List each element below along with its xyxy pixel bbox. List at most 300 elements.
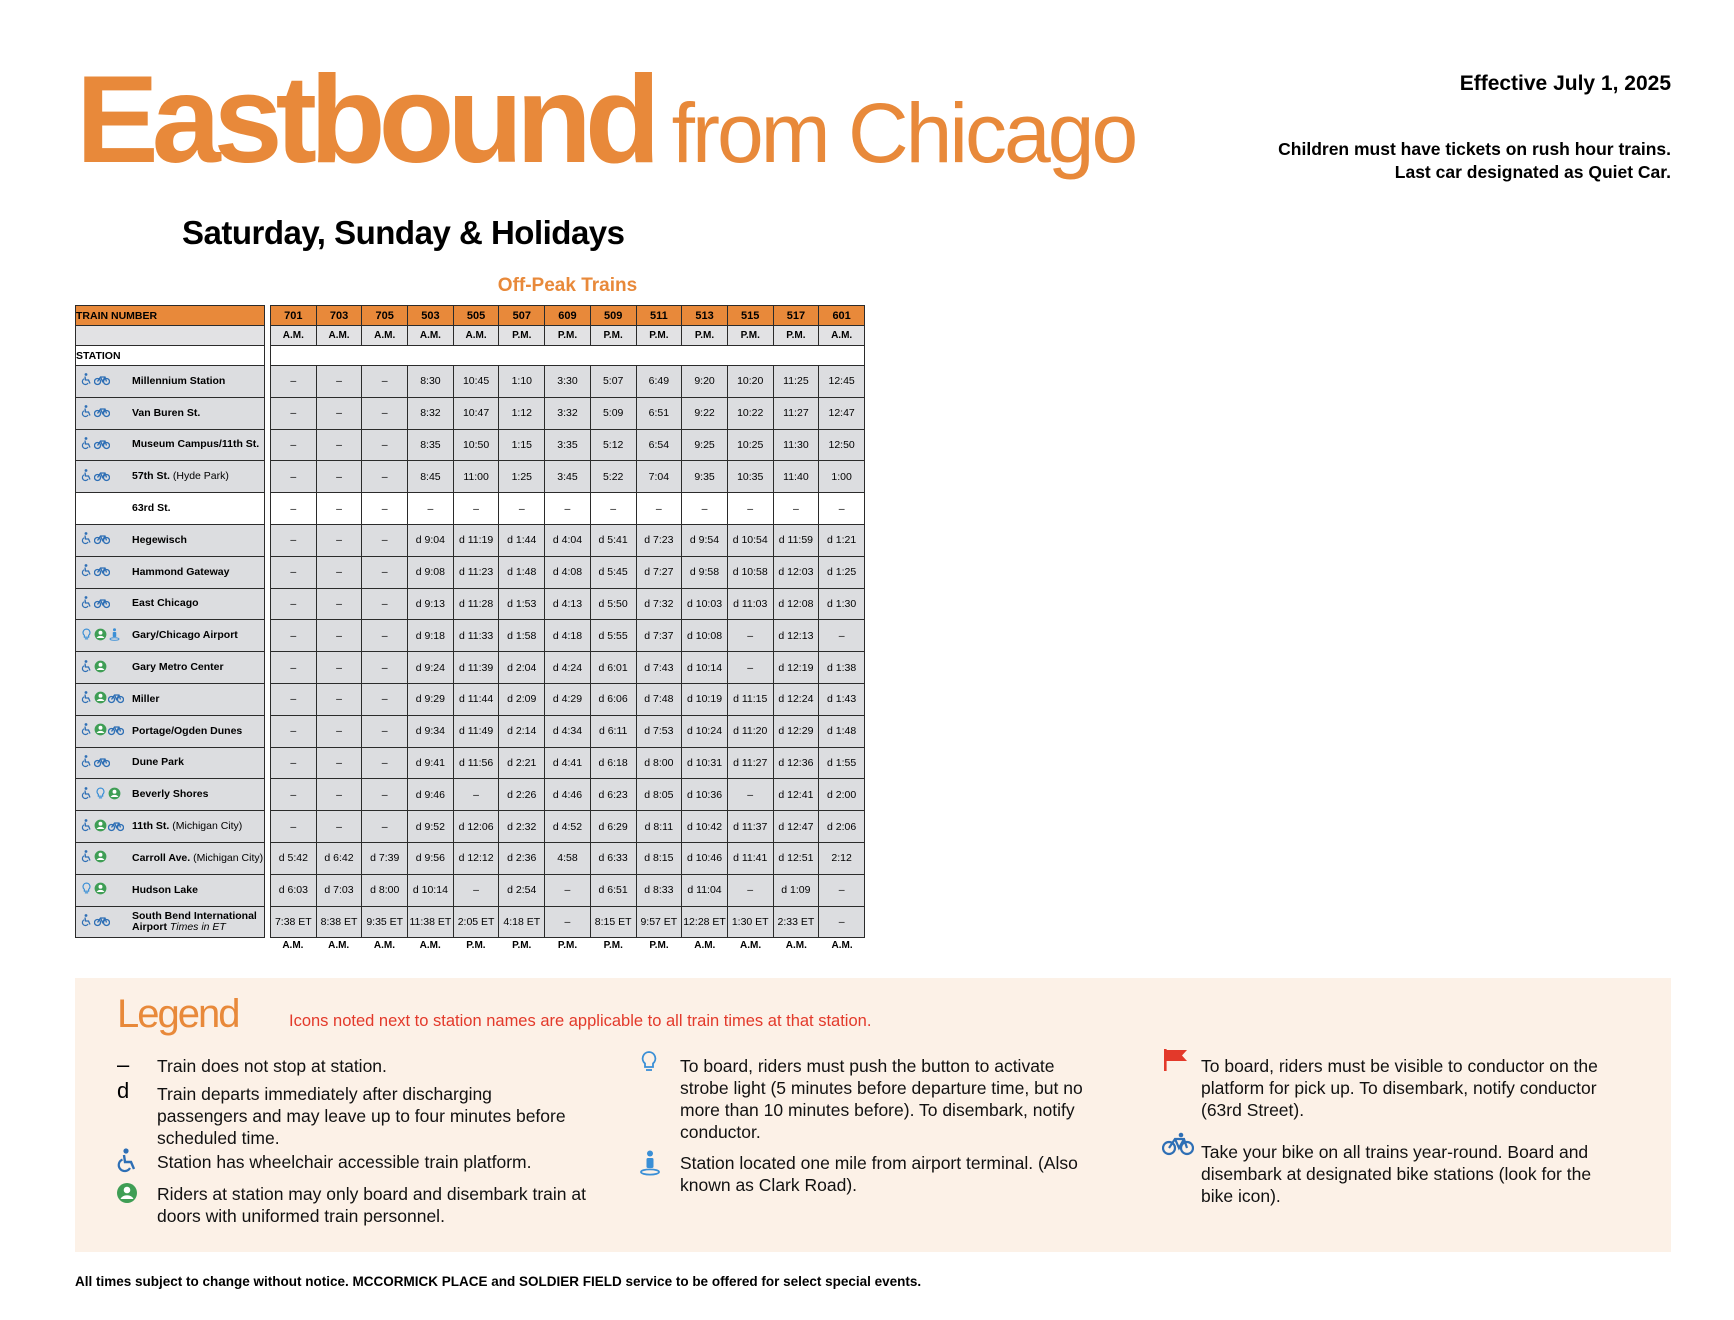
personnel-icon — [116, 1182, 138, 1210]
time-cell: – — [362, 811, 408, 843]
time-row — [271, 906, 865, 938]
wheelchair-icon — [80, 691, 93, 707]
time-cell: d 2:54 — [499, 874, 545, 906]
time-cell: d 9:54 — [682, 524, 728, 556]
station-name — [132, 439, 264, 450]
time-cell: 7:38 ET — [271, 906, 317, 938]
station-name — [132, 757, 264, 768]
time-cell: 7:04 — [636, 461, 682, 493]
time-cell: d 9:46 — [408, 779, 454, 811]
wheelchair-icon — [80, 405, 93, 421]
bottom-period: P.M. — [603, 940, 623, 951]
station-header-row — [76, 346, 265, 366]
bike-icon — [94, 914, 110, 930]
time-cell: – — [271, 747, 317, 779]
time-cell: d 10:42 — [682, 811, 728, 843]
time-cell: – — [362, 429, 408, 461]
time-cell: – — [316, 397, 362, 429]
time-cell: d 6:01 — [590, 652, 636, 684]
time-cell: 9:57 ET — [636, 906, 682, 938]
blank-row — [271, 346, 865, 366]
station-icons — [76, 660, 132, 676]
time-cell: d 1:55 — [819, 747, 865, 779]
time-cell: – — [453, 874, 499, 906]
time-cell: d 10:03 — [682, 588, 728, 620]
bottom-period-row — [270, 940, 865, 951]
bike-icon — [94, 755, 110, 771]
bottom-period: A.M. — [694, 940, 716, 951]
station-cell — [76, 652, 265, 684]
time-cell: d 4:04 — [545, 524, 591, 556]
station-cell — [76, 397, 265, 429]
station-name-text: 57th St. — [132, 470, 170, 483]
time-row — [271, 620, 865, 652]
time-cell: d 6:06 — [590, 683, 636, 715]
time-cell: 11:40 — [773, 461, 819, 493]
station-row — [76, 620, 265, 652]
rush-hour-note: Children must have tickets on rush hour trains. Last car designated as Quiet Car. — [1278, 139, 1671, 182]
time-cell: d 12:19 — [773, 652, 819, 684]
station-row — [76, 683, 265, 715]
station-name-text: 11th St. — [132, 820, 170, 833]
station-icons — [76, 373, 132, 389]
wheelchair-icon — [80, 532, 93, 548]
train-number: 507 — [499, 306, 545, 326]
station-name — [132, 408, 264, 419]
bike-icon — [108, 819, 124, 835]
time-cell: d 7:32 — [636, 588, 682, 620]
time-cell: d 11:39 — [453, 652, 499, 684]
bike-icon — [94, 405, 110, 421]
time-cell: 12:28 ET — [682, 906, 728, 938]
time-cell: – — [819, 620, 865, 652]
time-cell: d 12:13 — [773, 620, 819, 652]
legend-title: Legend — [117, 992, 239, 1036]
time-cell: d 12:51 — [773, 842, 819, 874]
station-name-text: Portage/Ogden Dunes — [132, 724, 243, 737]
time-cell: 2:12 — [819, 842, 865, 874]
station-cell — [76, 366, 265, 398]
station-icons — [76, 914, 132, 930]
legend-item-departs: Train departs immediately after discharging passengers and may leave up to four minutes before scheduled time. — [157, 1084, 566, 1148]
time-cell: d 9:18 — [408, 620, 454, 652]
station-icons — [76, 819, 132, 835]
time-cell: – — [362, 620, 408, 652]
personnel-icon — [94, 723, 107, 739]
personnel-icon — [94, 660, 107, 676]
time-cell: – — [316, 620, 362, 652]
station-cell — [76, 620, 265, 652]
time-row — [271, 429, 865, 461]
time-cell: – — [362, 524, 408, 556]
d-symbol: d — [117, 1078, 130, 1103]
station-name — [132, 789, 264, 800]
station-note: (Michigan City) — [193, 851, 264, 864]
time-cell: – — [453, 493, 499, 525]
blank-cell — [271, 346, 865, 366]
station-name-text: Hammond Gateway — [132, 565, 230, 578]
time-cell: d 11:15 — [727, 683, 773, 715]
station-name — [132, 471, 264, 482]
time-row — [271, 366, 865, 398]
time-cell: d 6:18 — [590, 747, 636, 779]
time-cell: d 6:11 — [590, 715, 636, 747]
station-name-text: Millennium Station — [132, 374, 226, 387]
station-note: Times in ET — [169, 920, 226, 933]
station-cell — [76, 842, 265, 874]
period-header-row — [76, 326, 265, 346]
time-cell: d 7:03 — [316, 874, 362, 906]
time-cell: d 11:03 — [727, 588, 773, 620]
personnel-icon — [94, 628, 107, 644]
time-cell: d 11:49 — [453, 715, 499, 747]
time-cell: – — [590, 493, 636, 525]
time-cell: – — [271, 620, 317, 652]
time-cell: – — [316, 588, 362, 620]
time-cell: – — [545, 874, 591, 906]
time-cell: d 7:43 — [636, 652, 682, 684]
bike-icon — [94, 437, 110, 453]
station-icons — [76, 850, 132, 866]
time-row — [271, 493, 865, 525]
time-cell: d 9:13 — [408, 588, 454, 620]
page-title — [76, 51, 1136, 189]
station-cell — [76, 747, 265, 779]
time-cell: 5:22 — [590, 461, 636, 493]
time-cell: d 4:08 — [545, 556, 591, 588]
time-cell: d 10:58 — [727, 556, 773, 588]
station-name-text: Miller — [132, 692, 160, 705]
time-cell: – — [362, 461, 408, 493]
time-cell: d 6:03 — [271, 874, 317, 906]
time-cell: d 9:52 — [408, 811, 454, 843]
time-cell: – — [316, 811, 362, 843]
time-cell: 8:38 ET — [316, 906, 362, 938]
station-cell — [76, 779, 265, 811]
time-row — [271, 811, 865, 843]
time-cell: 6:49 — [636, 366, 682, 398]
time-cell: – — [316, 652, 362, 684]
time-row — [271, 842, 865, 874]
personnel-icon — [94, 819, 107, 835]
time-cell: 1:30 ET — [727, 906, 773, 938]
time-row — [271, 779, 865, 811]
station-row — [76, 556, 265, 588]
time-cell: 5:12 — [590, 429, 636, 461]
train-period: P.M. — [545, 326, 591, 346]
time-cell: – — [271, 779, 317, 811]
time-cell: 1:15 — [499, 429, 545, 461]
time-cell: d 1:09 — [773, 874, 819, 906]
time-cell: – — [636, 493, 682, 525]
station-icons — [76, 882, 132, 898]
time-cell: d 1:48 — [819, 715, 865, 747]
time-cell: d 7:37 — [636, 620, 682, 652]
time-cell: – — [362, 397, 408, 429]
wheelchair-icon — [80, 469, 93, 485]
time-cell: d 10:46 — [682, 842, 728, 874]
time-cell: d 11:37 — [727, 811, 773, 843]
train-period: A.M. — [408, 326, 454, 346]
wheelchair-icon — [80, 660, 93, 676]
train-period: A.M. — [271, 326, 317, 346]
time-cell: d 2:14 — [499, 715, 545, 747]
strobe-light-icon — [80, 628, 93, 644]
time-cell: – — [271, 652, 317, 684]
time-cell: 8:35 — [408, 429, 454, 461]
time-cell: d 1:25 — [819, 556, 865, 588]
bike-icon — [94, 596, 110, 612]
time-cell: d 1:43 — [819, 683, 865, 715]
train-number-row — [271, 306, 865, 326]
train-number: 517 — [773, 306, 819, 326]
time-cell: 11:27 — [773, 397, 819, 429]
time-cell: – — [316, 556, 362, 588]
train-number: 515 — [727, 306, 773, 326]
time-row — [271, 461, 865, 493]
time-cell: d 10:31 — [682, 747, 728, 779]
time-cell: 3:35 — [545, 429, 591, 461]
time-cell: d 4:29 — [545, 683, 591, 715]
time-cell: d 10:54 — [727, 524, 773, 556]
time-cell: d 12:24 — [773, 683, 819, 715]
time-cell: 9:20 — [682, 366, 728, 398]
time-cell: d 1:53 — [499, 588, 545, 620]
section-title: Off-Peak Trains — [497, 275, 638, 296]
bottom-period: A.M. — [739, 940, 762, 951]
wheelchair-icon — [80, 914, 93, 930]
time-cell: d 4:34 — [545, 715, 591, 747]
time-cell: d 8:15 — [636, 842, 682, 874]
station-row — [76, 493, 265, 525]
time-cell: d 5:42 — [271, 842, 317, 874]
time-cell: 3:30 — [545, 366, 591, 398]
station-name-text: Gary/Chicago Airport — [132, 629, 238, 642]
time-cell: – — [271, 397, 317, 429]
station-name — [132, 503, 264, 514]
train-number: 609 — [545, 306, 591, 326]
time-cell: d 10:14 — [682, 652, 728, 684]
time-cell: – — [271, 429, 317, 461]
station-row — [76, 747, 265, 779]
station-name-text: Gary Metro Center — [132, 661, 224, 674]
time-cell: d 11:41 — [727, 842, 773, 874]
station-name — [132, 853, 264, 864]
time-cell: d 12:03 — [773, 556, 819, 588]
flag-icon — [1163, 1048, 1189, 1078]
time-cell: – — [545, 493, 591, 525]
station-name — [132, 598, 264, 609]
time-cell: – — [271, 556, 317, 588]
time-cell: d 12:41 — [773, 779, 819, 811]
time-cell: 8:45 — [408, 461, 454, 493]
time-cell: d 10:14 — [408, 874, 454, 906]
time-cell: d 7:23 — [636, 524, 682, 556]
time-cell: d 7:39 — [362, 842, 408, 874]
bike-icon — [94, 564, 110, 580]
train-number: 705 — [362, 306, 408, 326]
train-number: 703 — [316, 306, 362, 326]
train-number: 701 — [271, 306, 317, 326]
station-cell — [76, 683, 265, 715]
train-number: 513 — [682, 306, 728, 326]
station-name — [132, 885, 264, 896]
time-cell: – — [362, 683, 408, 715]
station-name-text: Hegewisch — [132, 533, 187, 546]
time-cell: d 6:23 — [590, 779, 636, 811]
time-cell: – — [362, 493, 408, 525]
legend-item-airport: Station located one mile from airport terminal. (Also known as Clark Road). — [680, 1153, 1078, 1195]
train-period: P.M. — [727, 326, 773, 346]
time-cell: 5:07 — [590, 366, 636, 398]
bottom-period: A.M. — [831, 940, 853, 951]
time-cell: d 9:41 — [408, 747, 454, 779]
time-cell: d 2:04 — [499, 652, 545, 684]
time-cell: 10:47 — [453, 397, 499, 429]
time-cell: d 9:04 — [408, 524, 454, 556]
time-cell: 10:25 — [727, 429, 773, 461]
time-cell: – — [819, 493, 865, 525]
time-cell: d 7:27 — [636, 556, 682, 588]
time-cell: d 5:45 — [590, 556, 636, 588]
train-period: P.M. — [499, 326, 545, 346]
time-cell: 9:22 — [682, 397, 728, 429]
time-cell: – — [271, 461, 317, 493]
station-row — [76, 842, 265, 874]
time-cell: d 7:48 — [636, 683, 682, 715]
station-row — [76, 397, 265, 429]
train-period: P.M. — [773, 326, 819, 346]
station-row — [76, 366, 265, 398]
time-cell: 9:35 ET — [362, 906, 408, 938]
period-header-blank — [76, 326, 265, 346]
wheelchair-icon — [80, 787, 93, 803]
bike-icon — [94, 532, 110, 548]
time-cell: d 11:59 — [773, 524, 819, 556]
station-row — [76, 811, 265, 843]
station-row — [76, 588, 265, 620]
bike-icon — [94, 373, 110, 389]
time-cell: d 9:24 — [408, 652, 454, 684]
station-name — [132, 376, 264, 387]
time-cell: 10:50 — [453, 429, 499, 461]
time-cell: d 2:21 — [499, 747, 545, 779]
bottom-period: A.M. — [419, 940, 441, 951]
time-cell: d 10:19 — [682, 683, 728, 715]
strobe-light-icon — [94, 787, 107, 803]
time-cell: 2:33 ET — [773, 906, 819, 938]
time-cell: d 9:08 — [408, 556, 454, 588]
bottom-period: A.M. — [328, 940, 350, 951]
time-cell: – — [727, 493, 773, 525]
station-cell — [76, 556, 265, 588]
time-cell: d 9:58 — [682, 556, 728, 588]
time-cell: 4:58 — [545, 842, 591, 874]
footer-note: All times subject to change without notice. MCCORMICK PLACE and SOLDIER FIELD service to be offered for select special events. — [75, 1274, 922, 1289]
time-cell: – — [453, 779, 499, 811]
time-cell: d 8:33 — [636, 874, 682, 906]
period-row — [271, 326, 865, 346]
station-icons — [76, 723, 132, 739]
time-cell: d 1:44 — [499, 524, 545, 556]
station-note: (Hyde Park) — [172, 470, 229, 483]
bottom-period: A.M. — [373, 940, 395, 951]
station-row — [76, 906, 265, 938]
time-cell: d 5:55 — [590, 620, 636, 652]
wheelchair-icon — [115, 1148, 139, 1180]
station-name — [132, 694, 264, 705]
bike-icon — [1162, 1132, 1194, 1162]
time-cell: d 4:18 — [545, 620, 591, 652]
time-cell: d 12:06 — [453, 811, 499, 843]
time-cell: – — [271, 811, 317, 843]
time-cell: – — [362, 366, 408, 398]
station-name — [132, 535, 264, 546]
station-name — [132, 821, 264, 832]
station-icons — [76, 564, 132, 580]
train-number: 511 — [636, 306, 682, 326]
time-cell: – — [362, 779, 408, 811]
time-cell: – — [682, 493, 728, 525]
station-icons — [76, 755, 132, 771]
train-period: A.M. — [316, 326, 362, 346]
station-name-text: Museum Campus/11th St. — [132, 438, 260, 451]
time-cell: d 2:32 — [499, 811, 545, 843]
station-name — [132, 630, 264, 641]
time-cell: 10:20 — [727, 366, 773, 398]
time-cell: 8:15 ET — [590, 906, 636, 938]
time-cell: – — [316, 683, 362, 715]
time-cell: 6:54 — [636, 429, 682, 461]
time-row — [271, 556, 865, 588]
train-period: A.M. — [453, 326, 499, 346]
station-icons — [76, 405, 132, 421]
strobe-light-icon — [80, 882, 93, 898]
time-cell: 11:25 — [773, 366, 819, 398]
wheelchair-icon — [80, 373, 93, 389]
time-cell: 12:45 — [819, 366, 865, 398]
time-cell: d 6:51 — [590, 874, 636, 906]
station-note: (Michigan City) — [172, 820, 243, 833]
wheelchair-icon — [80, 564, 93, 580]
time-cell: d 10:08 — [682, 620, 728, 652]
time-cell: d 11:33 — [453, 620, 499, 652]
station-cell — [76, 493, 265, 525]
time-cell: d 11:23 — [453, 556, 499, 588]
time-cell: d 1:30 — [819, 588, 865, 620]
time-row — [271, 683, 865, 715]
bottom-period: P.M. — [557, 940, 578, 951]
day-heading: Saturday, Sunday & Holidays — [182, 214, 625, 251]
time-cell: d 8:11 — [636, 811, 682, 843]
station-label: STATION — [76, 346, 265, 366]
personnel-icon — [94, 882, 107, 898]
train-period: A.M. — [362, 326, 408, 346]
bike-icon — [108, 723, 124, 739]
time-cell: – — [362, 556, 408, 588]
schedule-table — [270, 305, 865, 938]
personnel-icon — [94, 691, 107, 707]
airport-terminal-icon — [108, 628, 121, 644]
station-name-text: 63rd St. — [132, 502, 171, 515]
time-cell: – — [316, 524, 362, 556]
legend-item-no-stop: Train does not stop at station. — [157, 1056, 387, 1076]
station-cell — [76, 461, 265, 493]
time-cell: 10:35 — [727, 461, 773, 493]
wheelchair-icon — [80, 850, 93, 866]
train-number: 503 — [408, 306, 454, 326]
strobe-light-icon — [640, 1050, 658, 1080]
